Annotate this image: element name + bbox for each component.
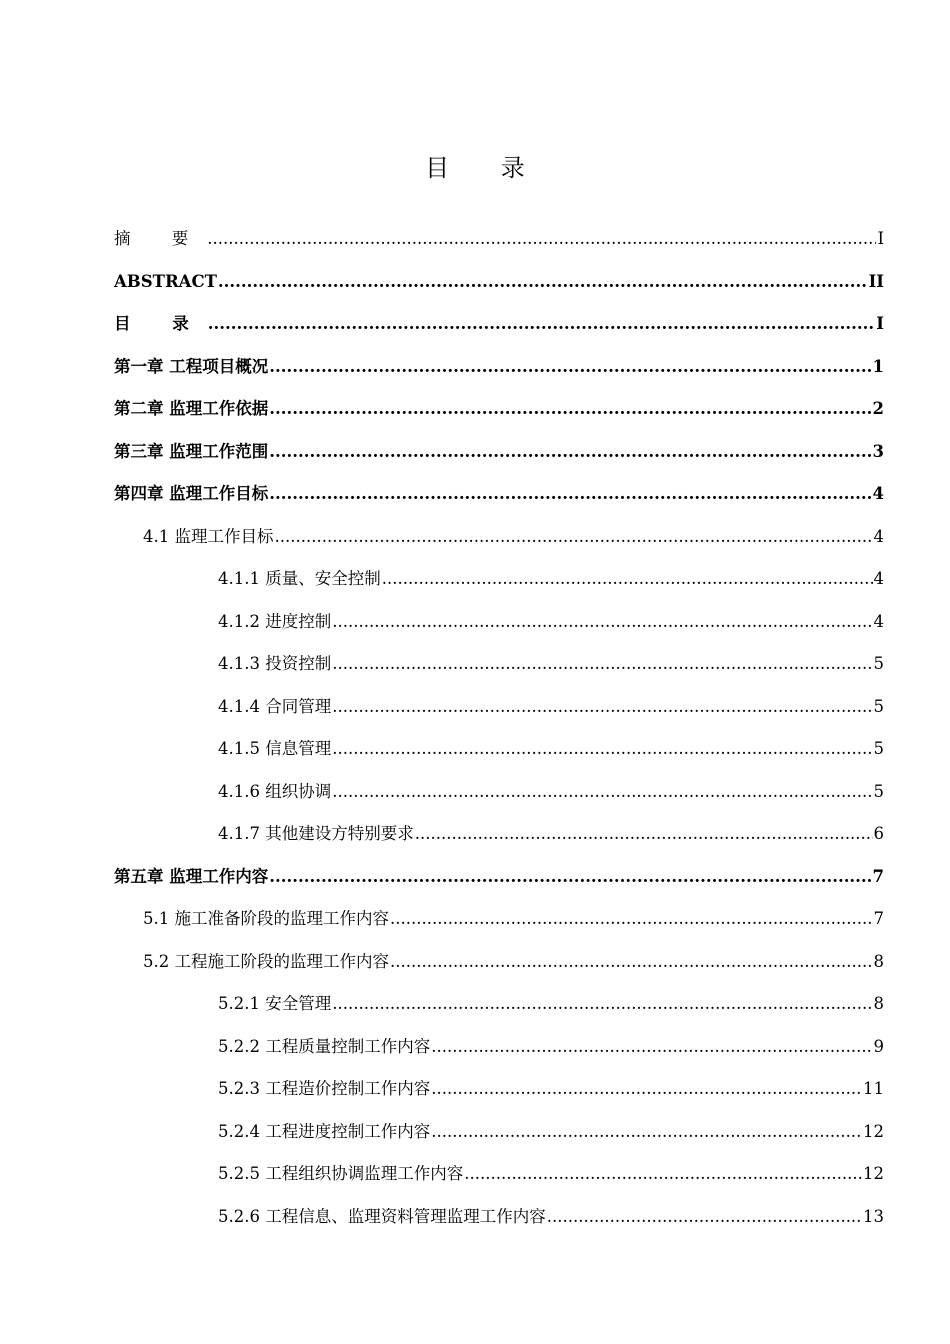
dot-leader: [275, 524, 873, 550]
toc-entry-page: II: [868, 272, 884, 291]
toc-entry-page: I: [877, 229, 884, 248]
toc-entry-page: 4: [873, 527, 884, 546]
dot-leader: [431, 1034, 872, 1060]
toc-entry-page: 12: [863, 1164, 884, 1183]
toc-entry-page: 5: [873, 654, 884, 673]
toc-heading: 目 录: [425, 154, 547, 182]
toc-entry-section-5-2[interactable]: [143, 949, 884, 975]
toc-entry-page: 7: [873, 909, 884, 928]
dot-leader: [269, 439, 871, 465]
dot-leader: [269, 354, 871, 380]
toc-entry-page: 1: [872, 357, 884, 376]
toc-entry-title: 第二章 监理工作依据: [114, 399, 269, 418]
toc-entry-section-5-2-4[interactable]: [218, 1119, 884, 1145]
toc-entry-page: 6: [873, 824, 884, 843]
toc-entry-section-4-1[interactable]: [143, 524, 884, 550]
toc-entry-title: 4.1.3 投资控制: [218, 654, 332, 673]
toc-entry-title: 5.2.4 工程进度控制工作内容: [218, 1122, 431, 1141]
toc-entry-page: 4: [873, 569, 884, 588]
toc-entry-section-4-1-4[interactable]: [218, 694, 884, 720]
dot-leader: [332, 651, 872, 677]
toc-entry-section-4-1-3[interactable]: [218, 651, 884, 677]
toc-entry-contents[interactable]: [114, 311, 884, 337]
toc-entry-page: 8: [873, 994, 884, 1013]
toc-entry-page: 5: [873, 782, 884, 801]
dot-leader: [431, 1076, 862, 1102]
dot-leader: [269, 396, 871, 422]
toc-entry-title: 4.1.2 进度控制: [218, 612, 332, 631]
toc-entry-title: 5.2.2 工程质量控制工作内容: [218, 1037, 431, 1056]
toc-entry-title: 4.1.6 组织协调: [218, 782, 332, 801]
toc-entry-page: 11: [863, 1079, 884, 1098]
dot-leader: [415, 821, 873, 847]
toc-entry-page: 8: [873, 952, 884, 971]
toc-entry-section-5-2-1[interactable]: [218, 991, 884, 1017]
toc-entry-chapter-2[interactable]: [114, 396, 884, 422]
dot-leader: [390, 906, 873, 932]
toc-entry-title: ABSTRACT: [114, 272, 217, 291]
toc-entry-page: 5: [873, 739, 884, 758]
dot-leader: [547, 1204, 862, 1230]
dot-leader: [464, 1161, 862, 1187]
toc-entry-title: 4.1.7 其他建设方特别要求: [218, 824, 414, 843]
toc-entry-title: 第四章 监理工作目标: [114, 484, 269, 503]
toc-entry-section-4-1-7[interactable]: [218, 821, 884, 847]
dot-leader: [207, 226, 876, 252]
toc-entry-page: 2: [872, 399, 884, 418]
toc-entry-chapter-3[interactable]: [114, 439, 884, 465]
toc-entry-section-5-2-2[interactable]: [218, 1034, 884, 1060]
toc-entry-title: 5.2 工程施工阶段的监理工作内容: [143, 952, 389, 971]
dot-leader: [332, 609, 872, 635]
dot-leader: [332, 779, 872, 805]
toc-entry-chapter-5[interactable]: [114, 864, 884, 890]
toc-entry-title: 4.1.5 信息管理: [218, 739, 332, 758]
dot-leader: [332, 736, 872, 762]
toc-entry-title: 第一章 工程项目概况: [114, 357, 269, 376]
toc-entry-title: 摘 要: [114, 229, 207, 248]
toc-entry-title: 4.1.1 质量、安全控制: [218, 569, 381, 588]
toc-entry-page: 7: [872, 867, 884, 886]
dot-leader: [208, 311, 876, 337]
toc-entry-title: 5.2.5 工程组织协调监理工作内容: [218, 1164, 464, 1183]
toc-entry-abstract-cn[interactable]: [114, 226, 884, 252]
dot-leader: [218, 269, 868, 295]
dot-leader: [431, 1119, 862, 1145]
toc-entry-page: 13: [863, 1207, 884, 1226]
toc-entry-section-4-1-2[interactable]: [218, 609, 884, 635]
dot-leader: [390, 949, 873, 975]
dot-leader: [332, 991, 872, 1017]
toc-entry-section-5-2-3[interactable]: [218, 1076, 884, 1102]
toc-entry-title: 目 录: [114, 314, 207, 333]
dot-leader: [269, 864, 871, 890]
toc-entry-page: 4: [873, 612, 884, 631]
toc-entry-section-5-1[interactable]: [143, 906, 884, 932]
toc-entry-title: 5.2.1 安全管理: [218, 994, 332, 1013]
toc-entry-section-5-2-6[interactable]: [218, 1204, 884, 1230]
toc-entry-section-4-1-1[interactable]: [218, 566, 884, 592]
toc-entry-title: 5.2.6 工程信息、监理资料管理监理工作内容: [218, 1207, 546, 1226]
dot-leader: [382, 566, 873, 592]
dot-leader: [332, 694, 872, 720]
toc-entry-title: 4.1 监理工作目标: [143, 527, 274, 546]
toc-entry-title: 第三章 监理工作范围: [114, 442, 269, 461]
toc-entry-title: 5.1 施工准备阶段的监理工作内容: [143, 909, 389, 928]
toc-entry-page: 12: [863, 1122, 884, 1141]
toc-entry-chapter-1[interactable]: [114, 354, 884, 380]
toc-entry-section-5-2-5[interactable]: [218, 1161, 884, 1187]
toc-entry-page: 3: [872, 442, 884, 461]
toc-entry-title: 第五章 监理工作内容: [114, 867, 269, 886]
toc-entry-section-4-1-6[interactable]: [218, 779, 884, 805]
toc-entry-section-4-1-5[interactable]: [218, 736, 884, 762]
toc-entry-page: I: [876, 314, 884, 333]
toc-entry-title: 5.2.3 工程造价控制工作内容: [218, 1079, 431, 1098]
toc-entry-page: 9: [873, 1037, 884, 1056]
dot-leader: [269, 481, 871, 507]
toc-entry-page: 4: [872, 484, 884, 503]
toc-entry-title: 4.1.4 合同管理: [218, 697, 332, 716]
toc-entry-page: 5: [873, 697, 884, 716]
toc-entry-abstract-en[interactable]: [114, 269, 884, 295]
toc-entry-chapter-4[interactable]: [114, 481, 884, 507]
